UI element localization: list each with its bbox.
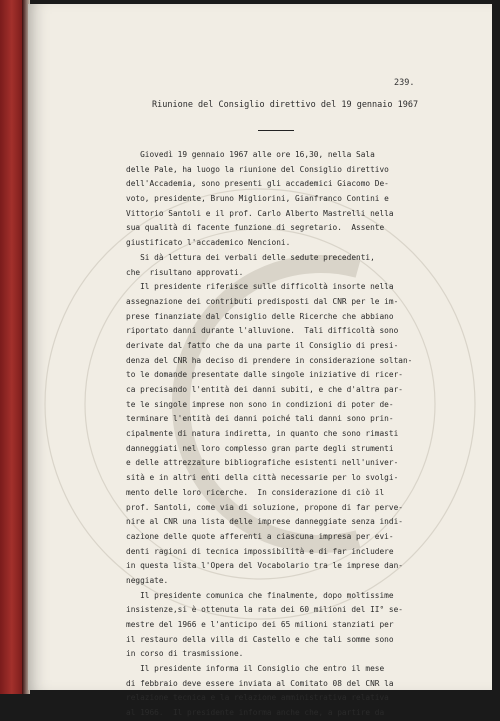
text-line: riportato danni durante l'alluvione. Tali difficoltà sono: [126, 326, 399, 336]
text-line: Il presidente informa il Consiglio che entro il mese: [126, 664, 385, 674]
text-line: sità e in altri enti della città necessarie per lo svolgi-: [126, 473, 399, 483]
document-page: [28, 4, 492, 718]
page-header: Riunione del Consiglio direttivo del 19 gennaio 1967: [152, 100, 419, 110]
text-line: danneggiati nel loro complesso gran parte degli strumenti: [126, 443, 394, 453]
text-line: sua qualità di facente funzione di segretario. Assente: [126, 223, 385, 233]
text-line: insistenze,si è ottenuta la rata dei 60 milioni del II° se-: [126, 605, 403, 615]
text-line: cazione delle quote afferenti a ciascuna impresa per evi-: [126, 531, 394, 541]
text-line: in corso di trasmissione.: [126, 649, 244, 659]
document-body: [126, 148, 412, 721]
text-line: terminare l'entità dei danni poiché tali danni sono prin-: [126, 414, 394, 424]
text-line: denti ragioni di tecnica impossibilità e di far includere: [126, 546, 394, 556]
page-number: 239.: [394, 78, 415, 88]
text-line: te le singole imprese non sono in condizioni di poter de-: [126, 399, 394, 409]
text-line: nire al CNR una lista delle imprese danneggiate senza indi-: [126, 517, 403, 527]
text-line: cipalmente di natura indiretta, in quanto che sono rimasti: [126, 429, 399, 439]
text-line: mento delle loro ricerche. In considerazione di ciò il: [126, 487, 385, 497]
text-line: Il presidente riferisce sulle difficoltà insorte nella: [126, 282, 394, 292]
text-line: assegnazione dei contributi predisposti dal CNR per le im-: [126, 296, 399, 306]
text-line: che risultano approvati.: [126, 267, 244, 277]
text-line: in questa lista l'Opera del Vocabolario tra le imprese dan-: [126, 561, 403, 571]
text-line: denza del CNR ha deciso di prendere in considerazione soltan-: [126, 355, 413, 365]
text-line: Si dà lettura dei verbali delle sedute precedenti,: [126, 252, 375, 262]
text-line: di febbraio deve essere inviata al Comitato 08 del CNR la: [126, 678, 394, 688]
text-line: ca precisando l'entità dei danni subiti, e che d'altra par-: [126, 385, 403, 394]
text-line: neggiate.: [126, 575, 169, 585]
text-line: delle Pale, ha luogo la riunione del Consiglio direttivo: [126, 164, 389, 174]
text-line: relazione tecnica e la relazione amministrativa relativa: [126, 693, 389, 703]
text-line: Giovedì 19 gennaio 1967 alle ore 16,30, nella Sala: [126, 150, 375, 159]
text-line: mestre del 1966 e l'anticipo dei 65 milioni stanziati per: [126, 620, 394, 629]
text-line: voto, presidente, Bruno Migliorini, Gianfranco Contini e: [126, 194, 389, 204]
text-line: dell'Accademia, sono presenti gli accademici Giacomo De-: [126, 179, 389, 189]
text-line: prof. Santoli, come via di soluzione, propone di far perve-: [126, 502, 403, 512]
header-rule: [258, 130, 294, 131]
text-line: Il presidente comunica che finalmente, dopo moltissime: [126, 590, 394, 600]
text-line: al 1966. Il presidente informa anche che, a partire da: [126, 708, 385, 718]
text-line: derivate dal fatto che da una parte il Consiglio di presi-: [126, 340, 399, 350]
text-line: il restauro della villa di Castello e che tali somme sono: [126, 634, 394, 644]
text-line: e delle attrezzature bibliografiche esistenti nell'univer-: [126, 458, 399, 468]
text-line: prese finanziate dal Consiglio delle Ricerche che abbiano: [126, 311, 394, 321]
text-line: Vittorio Santoli e il prof. Carlo Alberto Mastrelli nella: [126, 208, 394, 218]
text-line: giustificato l'accademico Nencioni.: [126, 238, 291, 248]
text-line: to le domande presentate dalle singole iniziative di ricer-: [126, 370, 403, 380]
